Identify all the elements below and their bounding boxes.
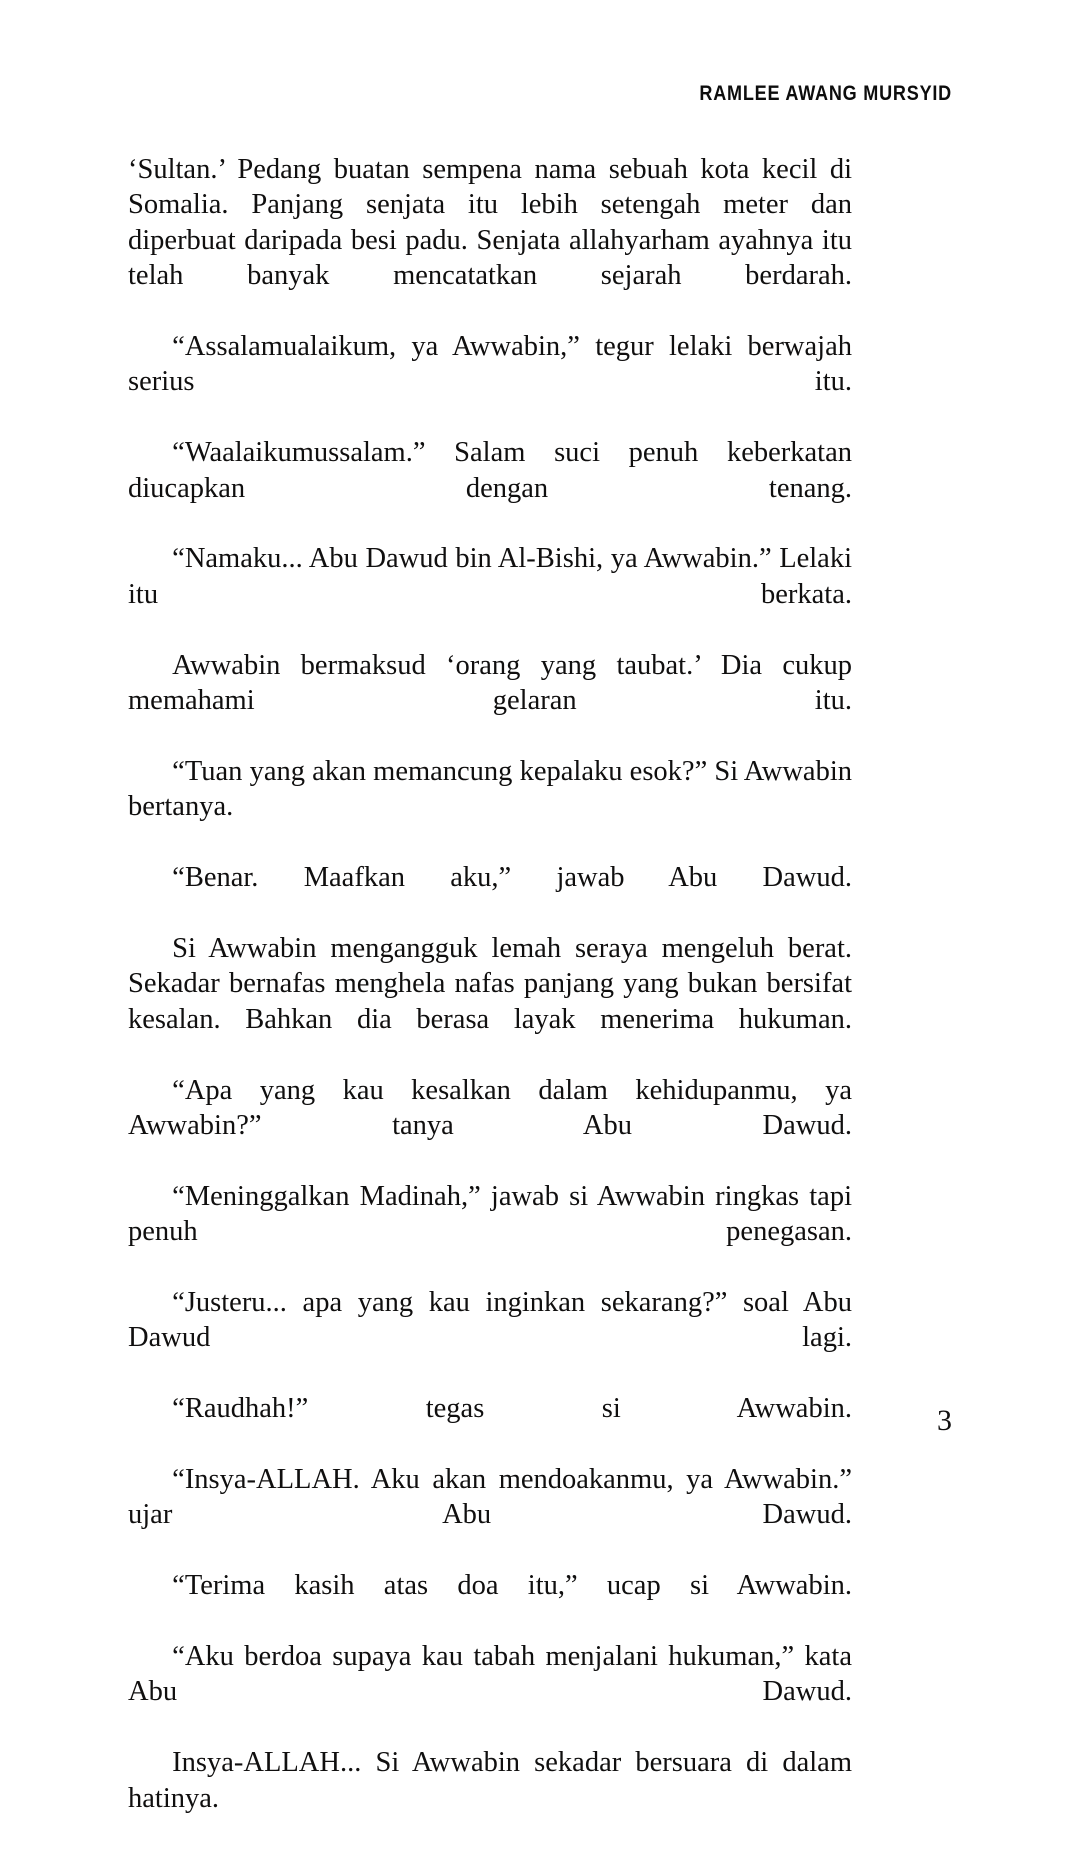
page-number: 3 [937,1404,952,1437]
paragraph: “Meninggalkan Madinah,” jawab si Awwabin ringkas tapi penuh penegasan. [128,1180,852,1248]
paragraph: “Tuan yang akan memancung kepalaku esok?” Si Awwabin bertanya. [128,755,852,823]
paragraph: “Assalamualaikum, ya Awwabin,” tegur lelaki berwajah serius itu. [128,331,852,398]
paragraph: Si Awwabin mengangguk lemah seraya mengeluh berat. Sekadar bernafas menghela nafas panjang yang bukan bersifat kesalan. Bahkan dia berasa layak menerima hukuman. [128,932,852,1035]
paragraph: “Raudhah!” tegas si Awwabin. [172,1393,852,1425]
paragraph: Awwabin bermaksud ‘orang yang taubat.’ Dia cukup memahami gelaran itu. [128,649,852,717]
body-text [128,152,852,1852]
paragraph: “Apa yang kau kesalkan dalam kehidupanmu, ya Awwabin?” tanya Abu Dawud. [128,1074,852,1141]
paragraph: “Justeru... apa yang kau inginkan sekarang?” soal Abu Dawud lagi. [128,1287,852,1354]
paragraph: “Benar. Maafkan aku,” jawab Abu Dawud. [172,862,852,894]
paragraph: “Terima kasih atas doa itu,” ucap si Awwabin. [172,1570,852,1602]
paragraph: “Aku berdoa supaya kau tabah menjalani hukuman,” kata Abu Dawud. [128,1641,852,1708]
paragraph: ‘Sultan.’ Pedang buatan sempena nama sebuah kota kecil di Somalia. Panjang senjata itu lebih setengah meter dan diperbuat daripada besi padu. Senjata allahyarham ayahnya itu telah banyak mencatatkan sejarah berdarah. [128,154,852,292]
paragraph: “Namaku... Abu Dawud bin Al-Bishi, ya Awwabin.” Lelaki itu berkata. [128,543,852,610]
paragraph: Insya-ALLAH... Si Awwabin sekadar bersuara di dalam hatinya. [128,1747,852,1814]
paragraph: “Insya-ALLAH. Aku akan mendoakanmu, ya Awwabin.” ujar Abu Dawud. [128,1464,852,1531]
running-head: RAMLEE AWANG MURSYID [699,82,952,105]
paragraph: “Waalaikumussalam.” Salam suci penuh keberkatan diucapkan dengan tenang. [128,437,852,504]
